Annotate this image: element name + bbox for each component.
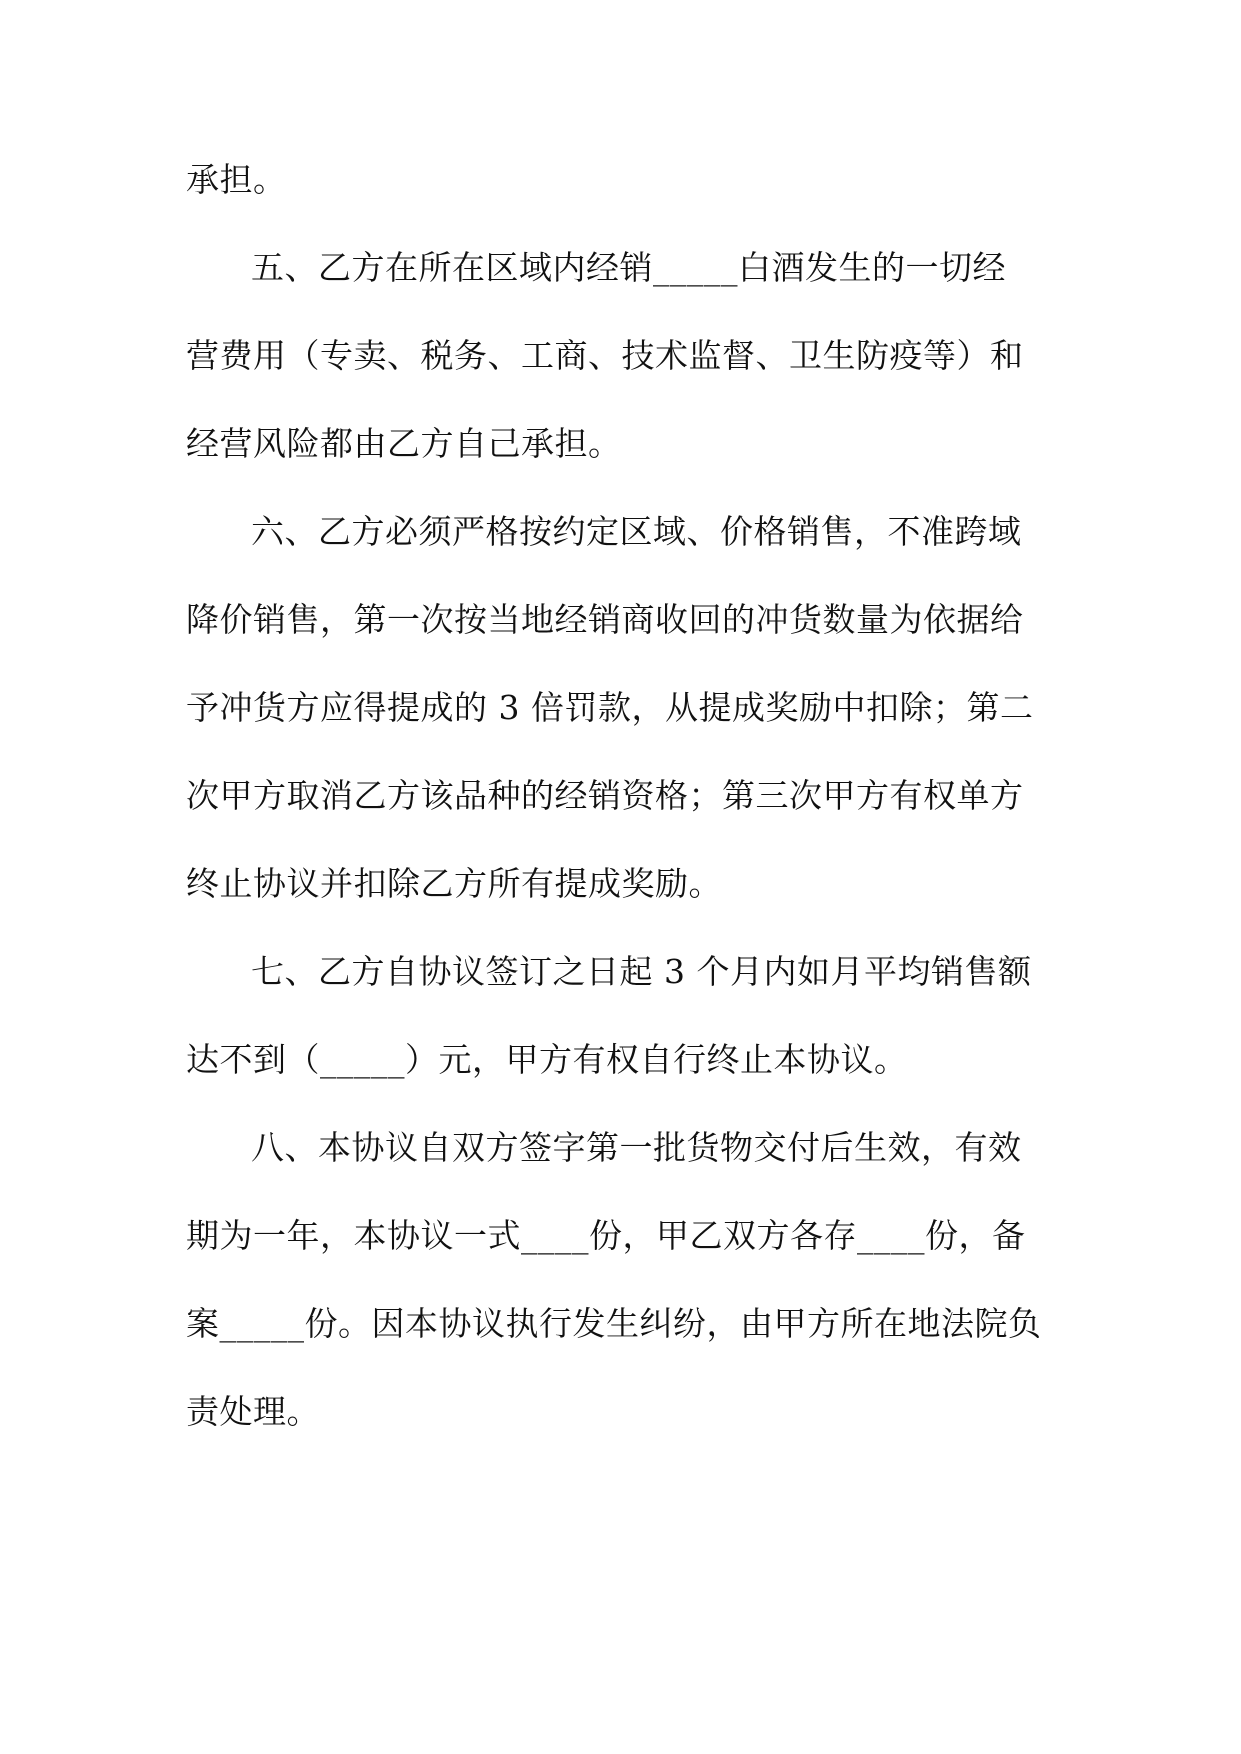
text-line: 终止协议并扣除乙方所有提成奖励。	[186, 864, 722, 903]
paragraph-six-line: 六、乙方必须严格按约定区域、价格销售，不准跨域	[251, 512, 1022, 551]
text-line: 责处理。	[186, 1392, 320, 1431]
text-line: 期为一年，本协议一式____份，甲乙双方各存____份，备	[186, 1216, 1026, 1255]
paragraph-eight-line: 八、本协议自双方签字第一批货物交付后生效，有效	[251, 1128, 1022, 1167]
text-line: 予冲货方应得提成的 3 倍罚款，从提成奖励中扣除；第二	[186, 688, 1034, 727]
text-line: 承担。	[186, 160, 287, 199]
text-line: 案_____份。因本协议执行发生纠纷，由甲方所在地法院负	[186, 1304, 1042, 1343]
text-line: 达不到（_____）元，甲方有权自行终止本协议。	[186, 1040, 908, 1079]
paragraph-five-line: 五、乙方在所在区域内经销_____白酒发生的一切经	[251, 248, 1006, 287]
text-line: 营费用（专卖、税务、工商、技术监督、卫生防疫等）和	[186, 336, 1024, 375]
paragraph-seven-line: 七、乙方自协议签订之日起 3 个月内如月平均销售额	[251, 952, 1032, 991]
text-line: 经营风险都由乙方自己承担。	[186, 424, 622, 463]
text-line: 次甲方取消乙方该品种的经销资格；第三次甲方有权单方	[186, 776, 1024, 815]
text-line: 降价销售，第一次按当地经销商收回的冲货数量为依据给	[186, 600, 1024, 639]
